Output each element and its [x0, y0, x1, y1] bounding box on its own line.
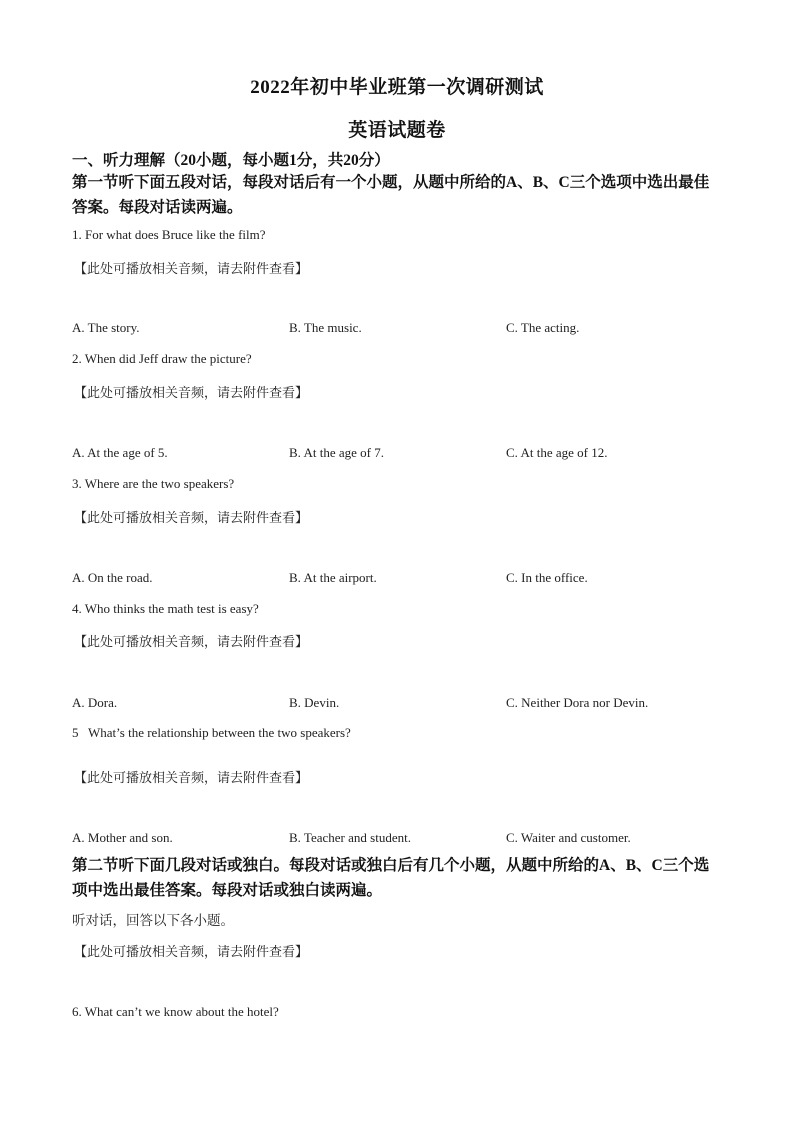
question-3: 3. Where are the two speakers? — [72, 476, 235, 491]
q4-option-a[interactable]: A. Dora. — [72, 695, 118, 710]
audio-note-6[interactable]: 【此处可播放相关音频，请去附件查看】 — [74, 944, 309, 959]
page-title: 2022年初中毕业班第一次调研测试 — [250, 77, 544, 98]
q1-option-b[interactable]: B. The music. — [289, 320, 362, 335]
q2-option-a[interactable]: A. At the age of 5. — [72, 445, 168, 460]
section2-instructions: 第二节听下面几段对话或独白。每段对话或独白后有几个小题，从题中所给的A、B、C三个选项中选出最佳答案。每段对话或独白读两遍。 — [72, 857, 710, 899]
audio-note-2[interactable]: 【此处可播放相关音频，请去附件查看】 — [74, 385, 309, 400]
q3-option-c[interactable]: C. In the office. — [506, 570, 588, 585]
q4-option-b[interactable]: B. Devin. — [289, 695, 340, 710]
question-2: 2. When did Jeff draw the picture? — [72, 351, 252, 366]
q5-option-c[interactable]: C. Waiter and customer. — [506, 830, 631, 845]
q1-option-a[interactable]: A. The story. — [72, 320, 140, 335]
audio-note-1[interactable]: 【此处可播放相关音频，请去附件查看】 — [74, 261, 309, 276]
q3-option-a[interactable]: A. On the road. — [72, 570, 153, 585]
q3-option-b[interactable]: B. At the airport. — [289, 570, 377, 585]
question-6: 6. What can’t we know about the hotel? — [72, 1004, 279, 1019]
page-subtitle: 英语试题卷 — [348, 120, 446, 141]
audio-note-3[interactable]: 【此处可播放相关音频，请去附件查看】 — [74, 510, 309, 525]
q5-option-b[interactable]: B. Teacher and student. — [289, 830, 411, 845]
q2-option-c[interactable]: C. At the age of 12. — [506, 445, 608, 460]
audio-note-5[interactable]: 【此处可播放相关音频，请去附件查看】 — [74, 770, 309, 785]
q4-option-c[interactable]: C. Neither Dora nor Devin. — [506, 695, 649, 710]
q5-option-a[interactable]: A. Mother and son. — [72, 830, 173, 845]
section2-lead: 听对话，回答以下各小题。 — [72, 913, 234, 928]
part-heading: 一、听力理解（20小题，每小题1分，共20分） — [72, 152, 390, 169]
question-1: 1. For what does Bruce like the film? — [72, 227, 266, 242]
question-5: 5 What’s the relationship between the two speakers? — [72, 725, 351, 740]
q2-option-b[interactable]: B. At the age of 7. — [289, 445, 384, 460]
audio-note-4[interactable]: 【此处可播放相关音频，请去附件查看】 — [74, 634, 309, 649]
question-4: 4. Who thinks the math test is easy? — [72, 601, 259, 616]
q1-option-c[interactable]: C. The acting. — [506, 320, 580, 335]
section1-instructions: 第一节听下面五段对话，每段对话后有一个小题，从题中所给的A、B、C三个选项中选出最佳答案。每段对话读两遍。 — [72, 174, 710, 216]
